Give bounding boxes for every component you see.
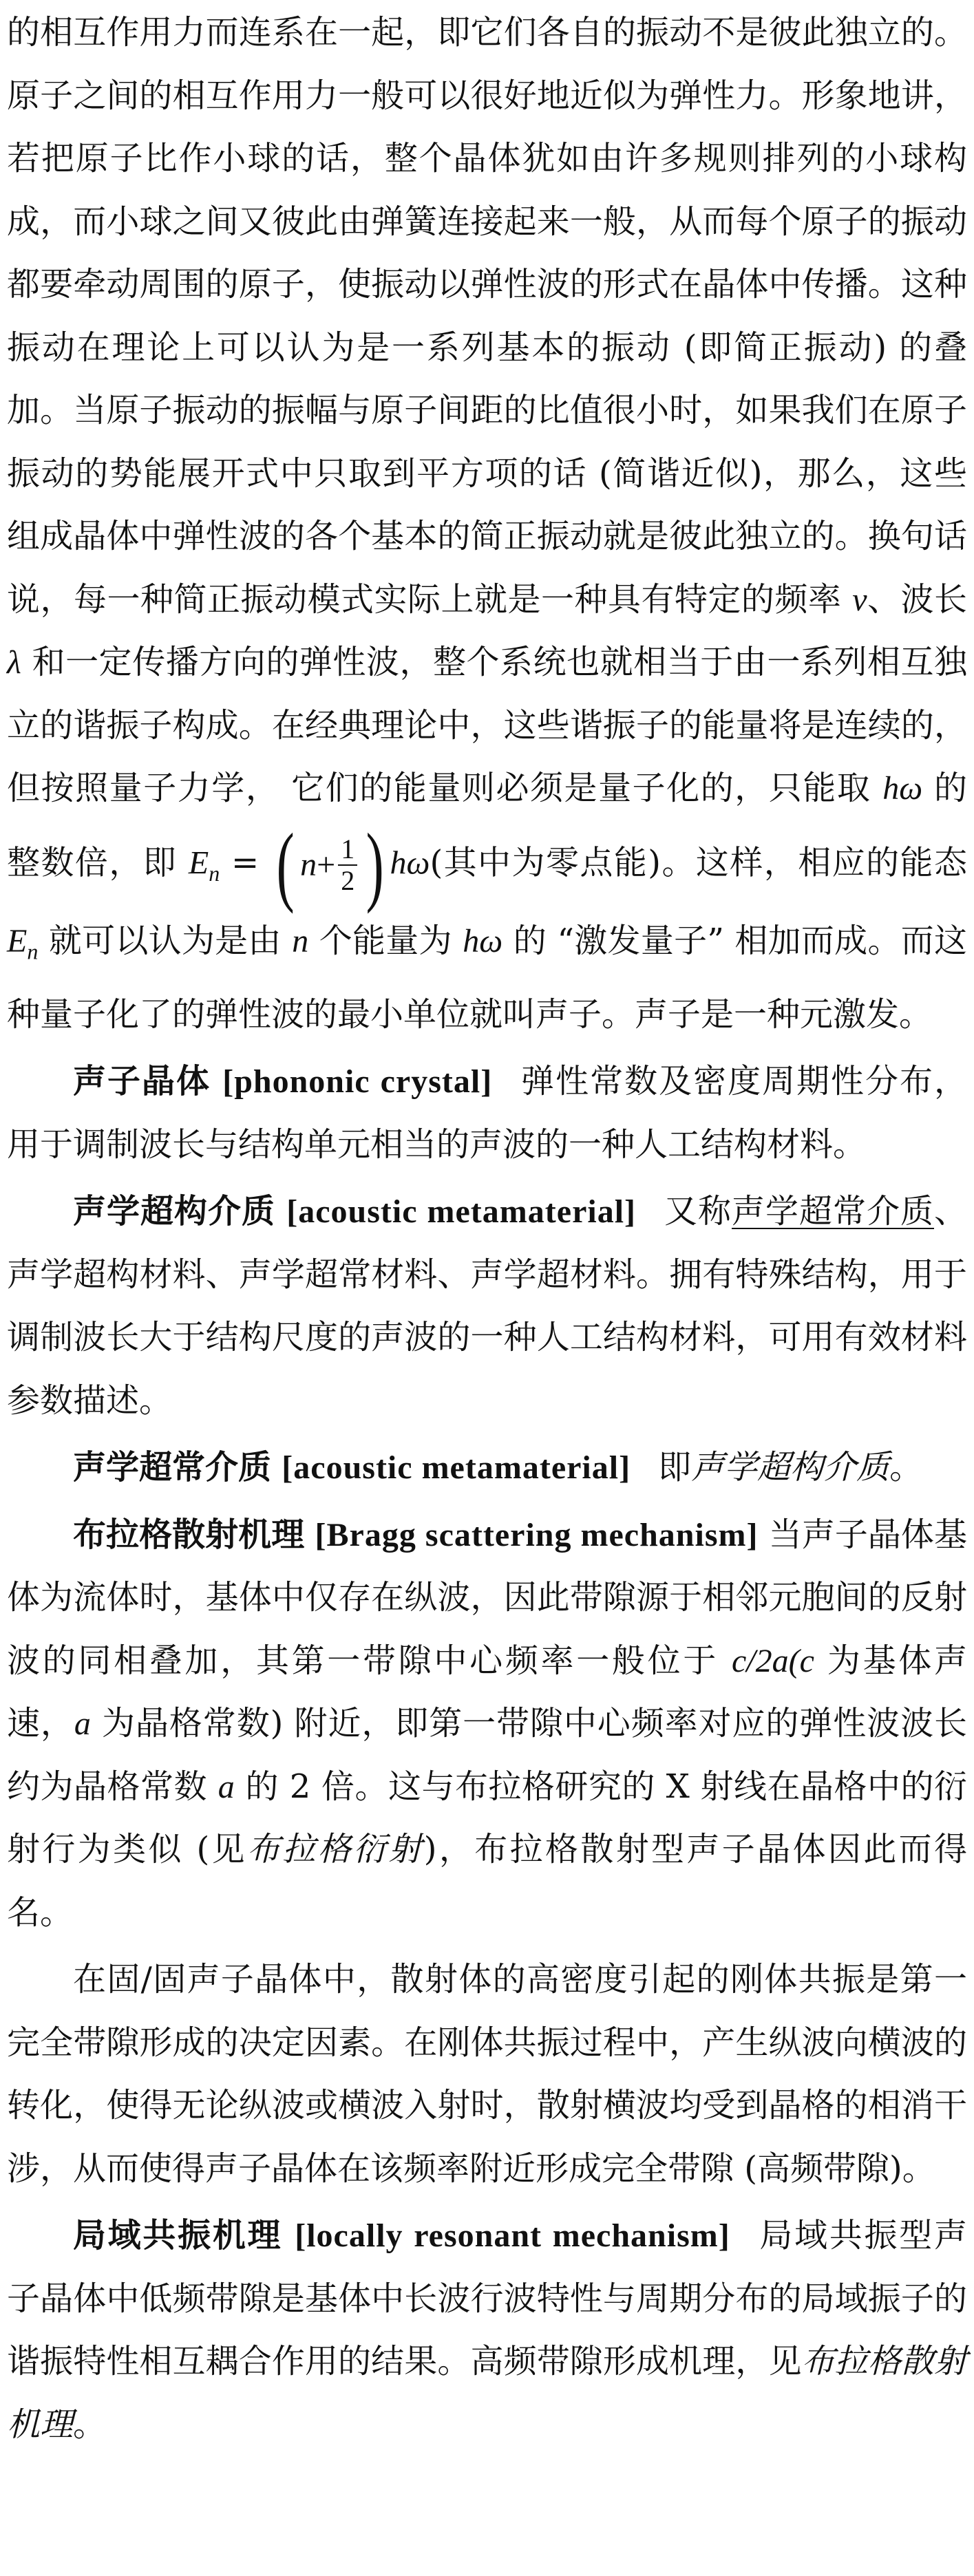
math-equals: = <box>220 843 271 882</box>
entry-acoustic-metamaterial-alt <box>7 1436 967 1500</box>
entry-text: 、声学超构材料、声学超常材料、声学超材料。拥有特殊结构，用于调制波长大于结构尺度的声波的一种人工结构材料，可用有效材料参数描述。 <box>7 1192 967 1420</box>
entry-term: 声子晶体 <box>73 1062 211 1101</box>
body-text: 就可以认为是由 <box>38 921 293 960</box>
entry-english: [acoustic metamaterial] <box>282 1449 631 1487</box>
energy-formula <box>271 815 390 915</box>
entry-term: 声学超常介质 <box>73 1448 272 1487</box>
math-n: n <box>292 922 309 959</box>
entry-text: 。 <box>889 1448 923 1487</box>
entry-text: 又称 <box>664 1192 732 1231</box>
math-energy-symbol: E <box>7 922 28 959</box>
entry-english: [phononic crystal] <box>222 1063 493 1100</box>
entry-text: 弹性常数及密度周期性分布，用于调制波长与结构单元相当的声波的一种人工结构材料。 <box>7 1062 967 1164</box>
math-n: n <box>300 846 317 883</box>
entry-locally-resonant <box>7 2204 967 2456</box>
math-h-omega: hω <box>390 844 430 881</box>
math-lambda: λ <box>7 644 21 681</box>
entry-phononic-crystal <box>7 1050 967 1176</box>
right-paren: ) <box>366 815 384 915</box>
left-paren: ( <box>276 815 295 915</box>
math-expression: a <box>218 1768 235 1805</box>
math-plus: + <box>317 846 336 883</box>
entry-bragg-scattering <box>7 1504 967 1945</box>
entry-english: [locally resonant mechanism] <box>295 2217 730 2255</box>
math-h-omega: hω <box>463 922 503 959</box>
body-text: 个能量为 <box>308 921 463 960</box>
cross-reference[interactable]: 布拉格散射机理 <box>7 2342 967 2444</box>
entry-term: 布拉格散射机理 <box>73 1515 305 1554</box>
cross-reference[interactable]: 布拉格衍射 <box>246 1830 424 1869</box>
entry-english: [acoustic metamaterial] <box>286 1193 637 1231</box>
math-subscript-n: n <box>27 939 39 964</box>
entry-term: 局域共振机理 <box>73 2216 283 2255</box>
math-subscript-n: n <box>209 860 220 886</box>
math-h-omega: hω <box>882 770 923 807</box>
entry-term: 声学超构介质 <box>73 1192 275 1231</box>
body-text: 的整数倍，即 <box>7 769 967 882</box>
fraction-numerator: 1 <box>338 834 357 866</box>
body-text: (其中为零点能)。这样，相应的能态 <box>430 843 967 882</box>
math-energy-symbol: E <box>188 844 209 881</box>
paragraph-solid-solid: 在固/固声子晶体中，散射体的高密度引起的刚体共振是第一完全带隙形成的决定因素。在刚体共振过程中，产生纵波向横波的转化，使得无论纵波或横波入射时，散射横波均受到晶格的相消干涉，从而使得声子晶体在该频率附近形成完全带隙 (高频带隙)。 <box>7 1960 967 2188</box>
body-text: 和一定传播方向的弹性波，整个系统也就相当于由一系列相互独立的谐振子构成。在经典理论中，这些谐振子的能量将是连续的，但按照量子力学， 它们的能量则必须是量子化的，只能取 <box>7 643 967 807</box>
cross-reference[interactable]: 声学超构介质 <box>691 1448 890 1487</box>
body-text: 的相互作用力而连系在一起，即它们各自的振动不是彼此独立的。原子之间的相互作用力一般可以很好地近似为弹性力。形象地讲，若把原子比作小球的话，整个晶体犹如由许多规则排列的小球构成，而小球之间又彼此由弹簧连接起来一般，从而每个原子的振动都要牵动周围的原子，使振动以弹性波的形式在晶体中传播。这种振动在理论上可以认为是一系列基本的振动 (即简正振动) 的叠加。当原子振动的振幅与原子间距的比值很小时，如果我们在原子振动的势能展开式中只取到平方项的话 (简谐近似)，那么，这些组成晶体中弹性波的各个基本的简正振动就是彼此独立的。换句话说，每一种简正振动模式实际上就是一种具有特定的频率 <box>7 13 967 619</box>
fraction-one-half <box>338 834 357 896</box>
entry-text: 。 <box>73 2405 107 2444</box>
math-expression: a <box>74 1705 91 1743</box>
entry-text: 当声子晶体基体为流体时，基体中仅存在纵波，因此带隙源于相邻元胞间的反射波的同相叠加，其第一带隙中心频率一般位于 <box>7 1515 967 1680</box>
entry-acoustic-metamaterial <box>7 1180 967 1432</box>
entry-text: 为晶格常数) 附近，即第一带隙中心频率对应的弹性波波长约为晶格常数 <box>7 1704 967 1806</box>
math-expression: c/2a(c <box>732 1642 814 1679</box>
math-nu: ν <box>852 581 867 618</box>
entry-text: 为基体声速， <box>7 1641 968 1743</box>
body-text: 的 “激发量子” 相加而成。而这种量子化了的弹性波的最小单位就叫声子。声子是一种元激发。 <box>7 921 967 1034</box>
synonym-link[interactable]: 声学超常介质 <box>732 1192 934 1231</box>
body-text: 、波长 <box>867 579 967 619</box>
entry-english: [Bragg scattering mechanism] <box>315 1516 759 1553</box>
fraction-denominator: 2 <box>341 864 355 896</box>
paragraph-phonon <box>7 1 967 1046</box>
entry-text: 的 2 倍。这与布拉格研究的 X 射线在晶格中的衍射行为类似 (见 <box>7 1767 967 1869</box>
entry-text: 局域共振型声子晶体中低频带隙是基体中长波行波特性与周期分布的局域振子的谐振特性相互耦合作用的结果。高频带隙形成机理，见 <box>7 2216 967 2381</box>
entry-text: )，布拉格散射型声子晶体因此而得名。 <box>7 1830 967 1932</box>
entry-text: 即 <box>658 1448 692 1487</box>
